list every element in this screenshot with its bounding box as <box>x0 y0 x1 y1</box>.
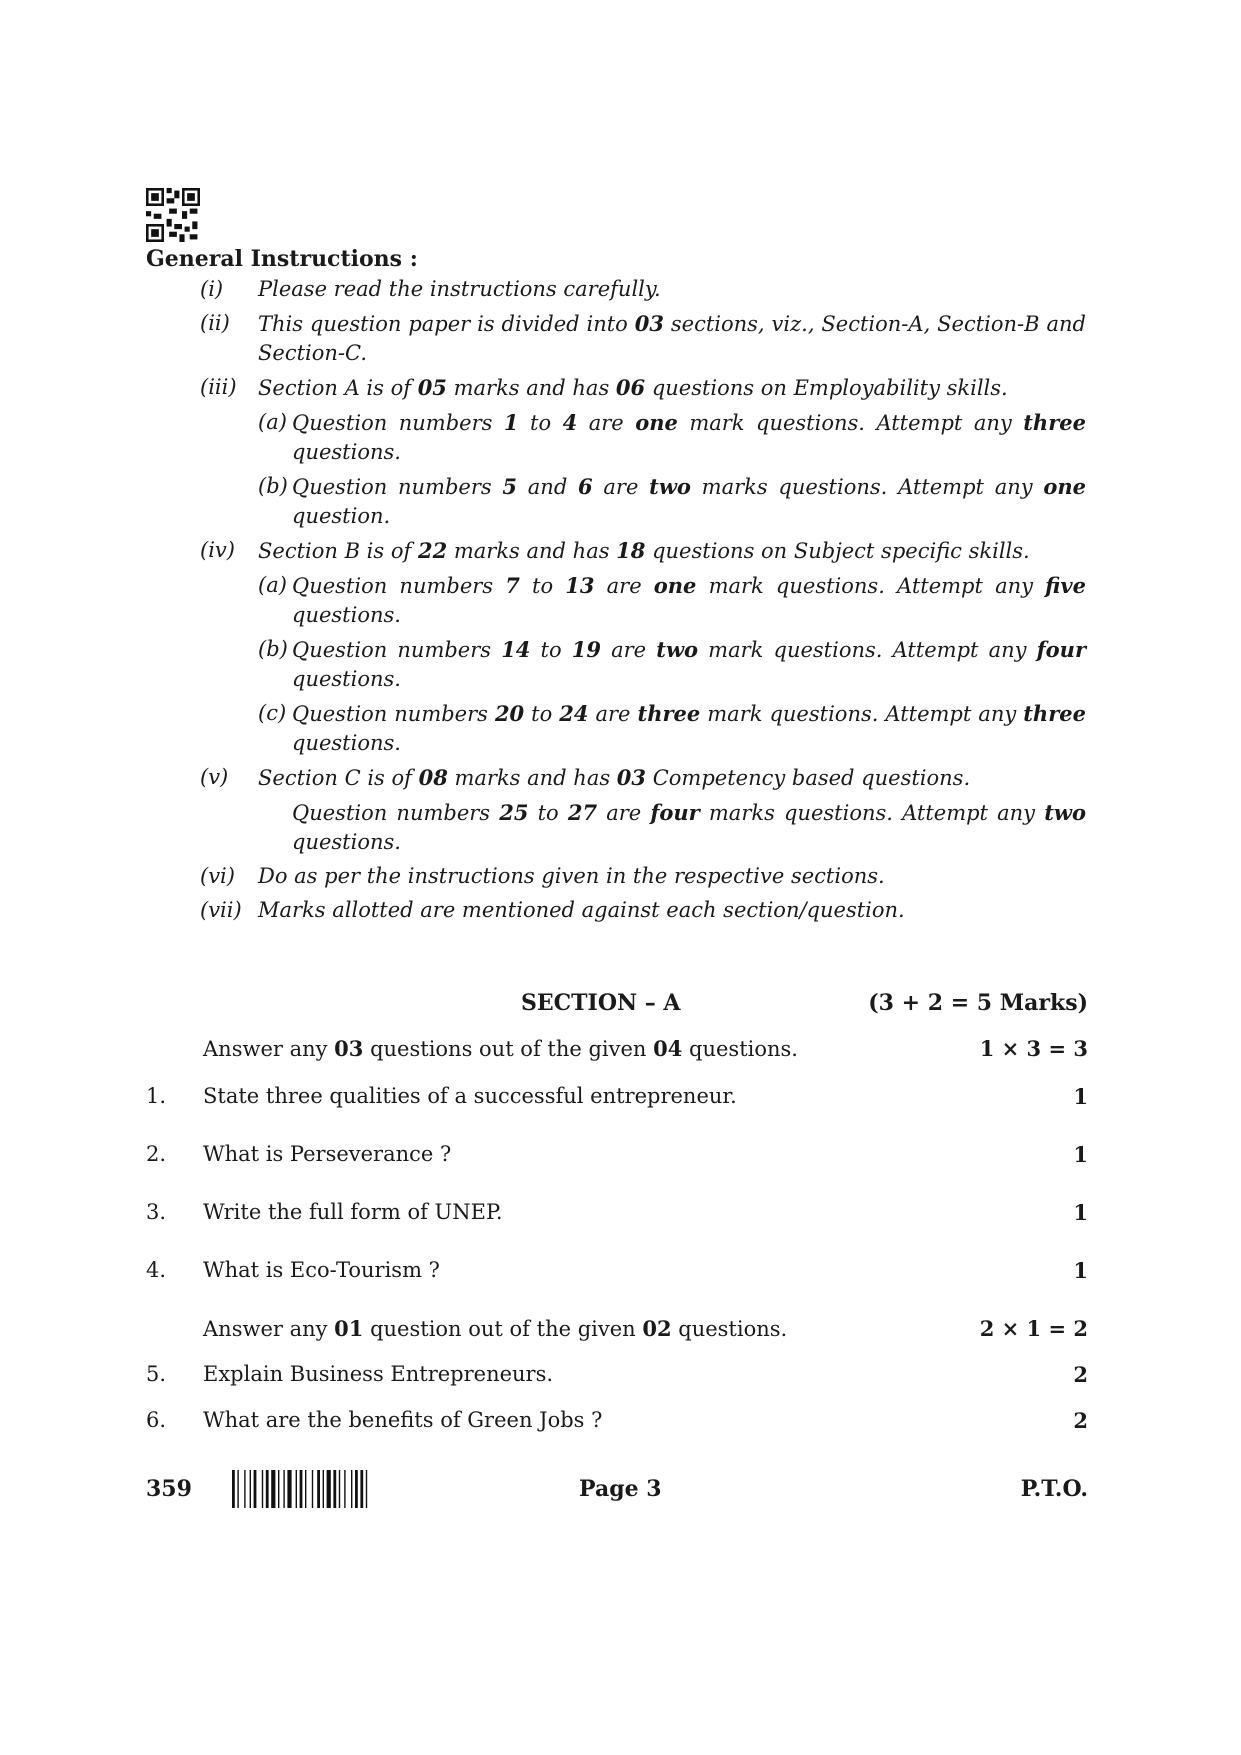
section-marks: (3 + 2 = 5 Marks) <box>868 990 1088 1016</box>
pto-label: P.T.O. <box>1020 1476 1088 1502</box>
subitem-label: (a) <box>258 410 287 434</box>
instruction-subitem <box>258 472 1086 531</box>
question-text: State three qualities of a successful entrepreneur. <box>203 1084 737 1108</box>
instruction-number: (i) <box>200 277 224 301</box>
question-text: What are the benefits of Green Jobs ? <box>203 1408 603 1432</box>
instruction-text: Section C is of 08 marks and has 03 Competency based questions. <box>258 765 971 790</box>
qr-code-icon <box>146 188 200 242</box>
subitem-text: Question numbers 20 to 24 are three mark questions. Attempt any three questions. <box>292 701 1086 755</box>
page-footer <box>146 1470 1088 1510</box>
question-text: Explain Business Entrepreneurs. <box>203 1362 554 1386</box>
question-marks: 1 <box>1073 1200 1088 1225</box>
instruction-text: Section A is of 05 marks and has 06 questions on Employability skills. <box>258 375 1008 400</box>
instruction-number: (v) <box>200 765 229 789</box>
barcode-icon <box>230 1470 438 1508</box>
group-marks: 1 × 3 = 3 <box>979 1036 1088 1061</box>
subitem-label: (a) <box>258 573 287 597</box>
general-instructions-title: General Instructions : <box>146 246 418 272</box>
instruction-subitem <box>258 699 1086 758</box>
instruction-number: (iii) <box>200 375 237 399</box>
instruction-item <box>146 896 1086 925</box>
group-instruction-text: Answer any 03 questions out of the given 04 questions. <box>203 1036 798 1061</box>
question-row <box>146 1142 1088 1172</box>
question-number: 1. <box>146 1084 167 1108</box>
instruction-number: (vii) <box>200 898 242 922</box>
instruction-subitem <box>258 635 1086 694</box>
instruction-item <box>146 763 1086 793</box>
question-text: Write the full form of UNEP. <box>203 1200 503 1224</box>
instruction-item <box>146 536 1086 566</box>
subitem-label: (b) <box>258 474 288 498</box>
question-marks: 1 <box>1073 1142 1088 1167</box>
instruction-item <box>146 373 1086 403</box>
question-number: 6. <box>146 1408 167 1432</box>
group-marks: 2 × 1 = 2 <box>979 1316 1088 1341</box>
question-marks: 1 <box>1073 1258 1088 1283</box>
group-instruction-text: Answer any 01 question out of the given 02 questions. <box>203 1316 788 1341</box>
question-row <box>146 1258 1088 1288</box>
question-row <box>146 1408 1088 1438</box>
group-instruction <box>146 1316 1088 1346</box>
section-a-header <box>146 990 1088 1020</box>
instruction-text: Marks allotted are mentioned against each section/question. <box>258 898 905 922</box>
question-number: 5. <box>146 1362 167 1386</box>
question-marks: 1 <box>1073 1084 1088 1109</box>
instruction-text: Please read the instructions carefully. <box>258 277 661 301</box>
question-number: 3. <box>146 1200 167 1224</box>
paper-code: 359 <box>146 1476 192 1502</box>
instruction-subitem <box>258 571 1086 630</box>
subitem-text: Question numbers 14 to 19 are two mark questions. Attempt any four questions. <box>292 637 1087 691</box>
question-number: 4. <box>146 1258 167 1282</box>
instructions-list <box>146 275 1086 930</box>
instruction-continuation: Question numbers 25 to 27 are four marks questions. Attempt any two questions. <box>292 800 1086 854</box>
question-text: What is Perseverance ? <box>203 1142 452 1166</box>
subitem-label: (c) <box>258 701 287 725</box>
page-number: Page 3 <box>579 1476 662 1502</box>
question-row <box>146 1200 1088 1230</box>
section-title: SECTION – A <box>521 990 681 1016</box>
subitem-text: Question numbers 7 to 13 are one mark questions. Attempt any five questions. <box>292 573 1086 627</box>
instruction-text: Do as per the instructions given in the respective sections. <box>258 864 885 888</box>
question-text: What is Eco-Tourism ? <box>203 1258 440 1282</box>
subitem-text: Question numbers 1 to 4 are one mark questions. Attempt any three questions. <box>292 410 1086 464</box>
instruction-text: Section B is of 22 marks and has 18 questions on Subject specific skills. <box>258 538 1030 563</box>
instruction-item <box>146 862 1086 891</box>
group-instruction <box>146 1036 1088 1066</box>
instruction-subitem <box>258 408 1086 467</box>
instruction-number: (vi) <box>200 864 235 888</box>
instruction-number: (iv) <box>200 538 235 562</box>
question-marks: 2 <box>1073 1408 1088 1433</box>
question-row <box>146 1362 1088 1392</box>
question-marks: 2 <box>1073 1362 1088 1387</box>
subitem-label: (b) <box>258 637 288 661</box>
instruction-number: (ii) <box>200 311 230 335</box>
question-number: 2. <box>146 1142 167 1166</box>
instruction-item <box>146 309 1086 368</box>
instruction-item <box>146 275 1086 304</box>
subitem-text: Question numbers 5 and 6 are two marks questions. Attempt any one question. <box>292 474 1086 528</box>
instruction-text: This question paper is divided into 03 sections, viz., Section-A, Section-B and Section-C. <box>258 311 1086 365</box>
question-row <box>146 1084 1088 1114</box>
